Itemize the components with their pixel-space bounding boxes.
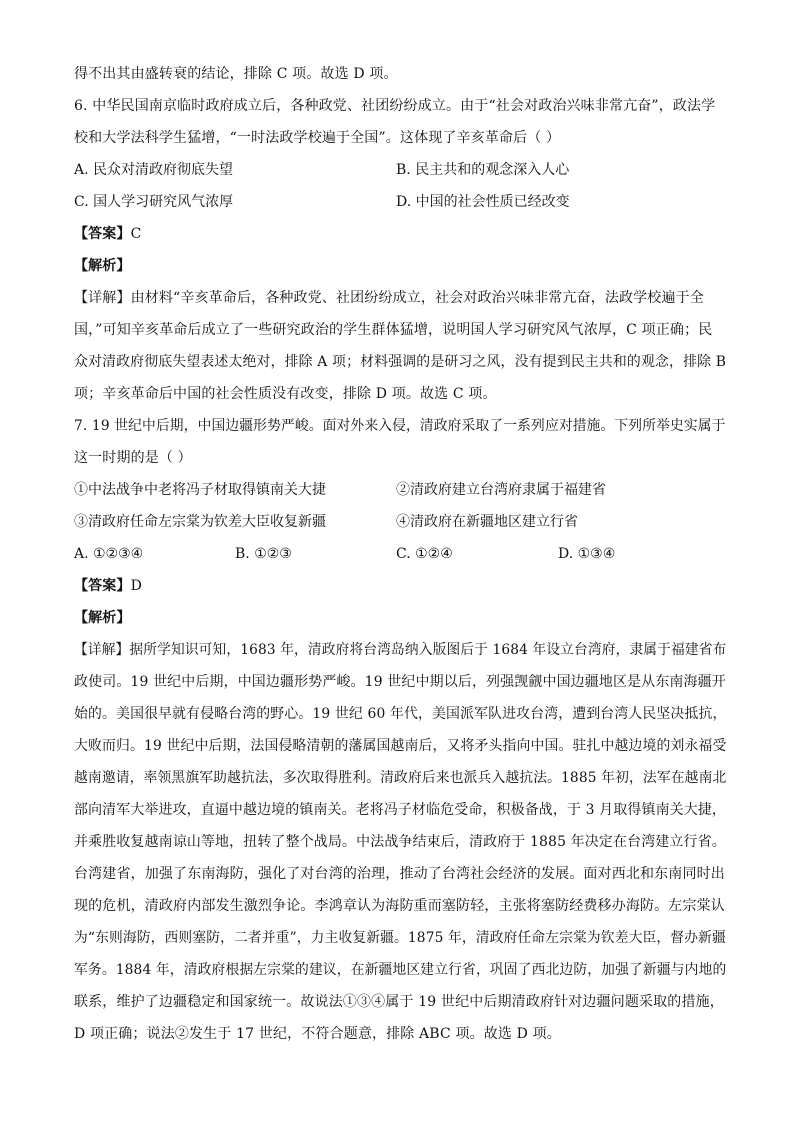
- detail-line: 为“东则海防，西则塞防，二者并重”，力主收复新疆。1875 年，清政府任命左宗棠为钦差大臣，督办新疆: [74, 930, 726, 946]
- detail-line: 众对清政府彻底失望表述太绝对，排除 A 项；材料强调的是研习之风，没有提到民主共和的观念，排除 B: [74, 354, 727, 370]
- answer-value: D: [130, 578, 142, 594]
- option-d: D. 中国的社会性质已经改变: [396, 194, 570, 210]
- option-c: C. 国人学习研究风气浓厚: [74, 194, 234, 210]
- statement-1: ①中法战争中老将冯子材取得镇南关大捷: [74, 482, 326, 498]
- option-d: D. ①③④: [558, 546, 616, 562]
- text-line: 得不出其由盛转衰的结论，排除 C 项。故选 D 项。: [74, 66, 398, 82]
- detail-line: D 项正确；说法②发生于 17 世纪，不符合题意，排除 ABC 项。故选 D 项。: [74, 1026, 561, 1042]
- option-c: C. ①②④: [396, 546, 453, 562]
- answer-tag: 【答案】: [74, 226, 131, 242]
- detail-line: 越南邀请，率领黑旗军助越抗法，多次取得胜利。清政府后来也派兵入越抗法。1885 年初，法军在越南北: [74, 770, 727, 786]
- detail-line: 项；辛亥革命后中国的社会性质没有改变，排除 D 项。故选 C 项。: [74, 386, 497, 402]
- statement-4: ④清政府在新疆地区建立行省: [396, 514, 578, 530]
- answer-line: [74, 224, 141, 244]
- detail-line: 台湾建省，加强了东南海防，强化了对台湾的治理，推动了台湾社会经济的发展。面对西北和东南同时出: [74, 866, 725, 882]
- detail-line: 始的。美国很早就有侵略台湾的野心。19 世纪 60 年代，美国派军队进攻台湾，遭到台湾人民坚决抵抗，: [74, 706, 727, 722]
- answer-tag: 【答案】: [74, 578, 131, 594]
- statement-2: ②清政府建立台湾府隶属于福建省: [396, 482, 606, 498]
- question-6-stem: 6. 中华民国南京临时政府成立后，各种政党、社团纷纷成立。由于“社会对政治兴味非常亢奋”，政法学: [74, 98, 716, 114]
- answer-line: [74, 576, 142, 596]
- detail-line: 联系，维护了边疆稳定和国家统一。故说法①③④属于 19 世纪中后期清政府针对边疆问题采取的措施，: [74, 994, 724, 1010]
- option-a: A. 民众对清政府彻底失望: [74, 162, 234, 178]
- detail-line: 部向清军大举进攻，直逼中越边境的镇南关。老将冯子材临危受命，积极备战，于 3 月取得镇南关大捷，: [74, 802, 727, 818]
- detail-line: 【详解】由材料“辛亥革命后，各种政党、社团纷纷成立，社会对政治兴味非常亢奋，法政学校遍于全: [74, 290, 704, 306]
- detail-line: 大败而归。19 世纪中后期，法国侵略清朝的藩属国越南后，又将矛头指向中国。驻扎中越边境的刘永福受: [74, 738, 727, 754]
- option-b: B. 民主共和的观念深入人心: [396, 162, 570, 178]
- question-7-stem: 这一时期的是（ ）: [74, 450, 192, 466]
- detail-line: 并乘胜收复越南谅山等地，扭转了整个战局。中法战争结束后，清政府于 1885 年决定在台湾建立行省。: [74, 834, 726, 850]
- detail-line: 现的危机，清政府内部发生激烈争论。李鸿章认为海防重而塞防轻，主张将塞防经费移办海防。左宗棠认: [74, 898, 725, 914]
- answer-value: C: [130, 226, 142, 242]
- question-6-stem: 校和大学法科学生猛增，“一时法政学校遍于全国”。这体现了辛亥革命后（ ）: [74, 130, 561, 146]
- statement-3: ③清政府任命左宗棠为钦差大臣收复新疆: [74, 514, 326, 530]
- detail-line: 【详解】据所学知识可知，1683 年，清政府将台湾岛纳入版图后于 1684 年设立台湾府，隶属于福建省布: [74, 642, 727, 658]
- question-7-stem: 7. 19 世纪中后期，中国边疆形势严峻。面对外来入侵，清政府采取了一系列应对措施。下列所举史实属于: [74, 418, 726, 434]
- detail-line: 军务。1884 年，清政府根据左宗棠的建议，在新疆地区建立行省，巩固了西北边防，加强了新疆与内地的: [74, 962, 727, 978]
- analysis-tag: 【解析】: [74, 258, 131, 274]
- analysis-tag: 【解析】: [74, 610, 131, 626]
- option-a: A. ①②③④: [74, 546, 144, 562]
- detail-line: 政使司。19 世纪中后期，中国边疆形势严峻。19 世纪中期以后，列强觊觎中国边疆地区是从东南海疆开: [74, 674, 726, 690]
- detail-line: 国，”可知辛亥革命后成立了一些研究政治的学生群体猛增，说明国人学习研究风气浓厚，C 项正确；民: [74, 322, 713, 338]
- option-b: B. ①②③: [235, 546, 292, 562]
